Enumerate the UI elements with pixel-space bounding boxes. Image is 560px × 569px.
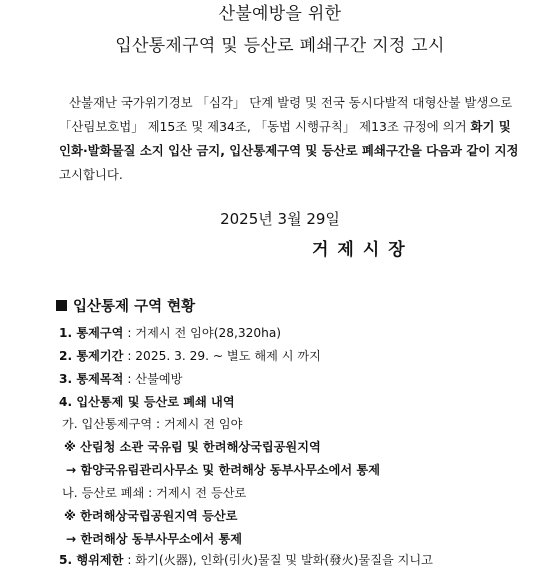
intro-line-2-bold: 화기 및 <box>470 119 511 134</box>
item-control-period <box>59 347 321 365</box>
section-title: 입산통제 구역 현황 <box>73 299 196 315</box>
item-key: 3. 통제목적 <box>59 372 124 386</box>
item-key: 4. 입산통제 및 등산로 폐쇄 내역 <box>59 395 235 409</box>
arrow-a: → 함양국유림관리사무소 및 한려해상 동부사무소에서 통제 <box>66 463 380 477</box>
intro-paragraph <box>59 91 519 187</box>
note-a: ※ 산림청 소관 국유림 및 한려해상국립공원지역 <box>64 440 321 454</box>
intro-line-1: 산불재난 국가위기경보 「심각」 단계 발령 및 전국 동시다발적 대형산불 발생으로 <box>69 95 513 110</box>
notice-date: 2025년 3월 29일 <box>220 210 340 228</box>
item-value: : 산불예방 <box>123 372 183 386</box>
intro-line-4: 고시합니다. <box>59 167 123 182</box>
section-heading <box>56 297 195 317</box>
sub-item-a: 가. 입산통제구역 : 거제시 전 임야 <box>62 417 243 431</box>
issuer-name: 거제시장 <box>312 240 414 260</box>
item-value: : 거제시 전 임야(28,320ha) <box>123 326 282 340</box>
title-line-2: 입산통제구역 및 등산로 폐쇄구간 지정 고시 <box>115 36 445 56</box>
intro-line-3-bold: 인화·발화물질 소지 입산 금지, 입산통제구역 및 등산로 폐쇄구간을 다음과 같이 지정 <box>59 143 519 158</box>
square-bullet-icon <box>56 300 67 311</box>
intro-line-3 <box>59 139 519 163</box>
item-closure-details <box>59 393 235 411</box>
intro-line-2 <box>59 115 519 139</box>
item-key: 2. 통제기간 <box>59 349 124 363</box>
title-line-1: 산불예방을 위한 <box>218 4 342 24</box>
item-key: 1. 통제구역 <box>59 326 124 340</box>
item-control-area <box>59 324 281 342</box>
item-control-purpose <box>59 370 182 388</box>
item-value: : 2025. 3. 29. ~ 별도 해제 시 까지 <box>123 349 321 363</box>
sub-item-b: 나. 등산로 폐쇄 : 거제시 전 등산로 <box>62 486 247 500</box>
item-restriction <box>59 551 433 569</box>
item-value: : 화기(火器), 인화(引火)물질 및 발화(發火)물질을 지니고 <box>123 553 433 567</box>
arrow-b: → 한려해상 동부사무소에서 통제 <box>66 532 242 546</box>
item-key: 5. 행위제한 <box>59 553 124 567</box>
note-b: ※ 한려해상국립공원지역 등산로 <box>64 509 238 523</box>
intro-line-2-plain: 「산림보호법」 제15조 및 제34조, 「동법 시행규칙」 제13조 규정에 의거 <box>59 119 471 134</box>
